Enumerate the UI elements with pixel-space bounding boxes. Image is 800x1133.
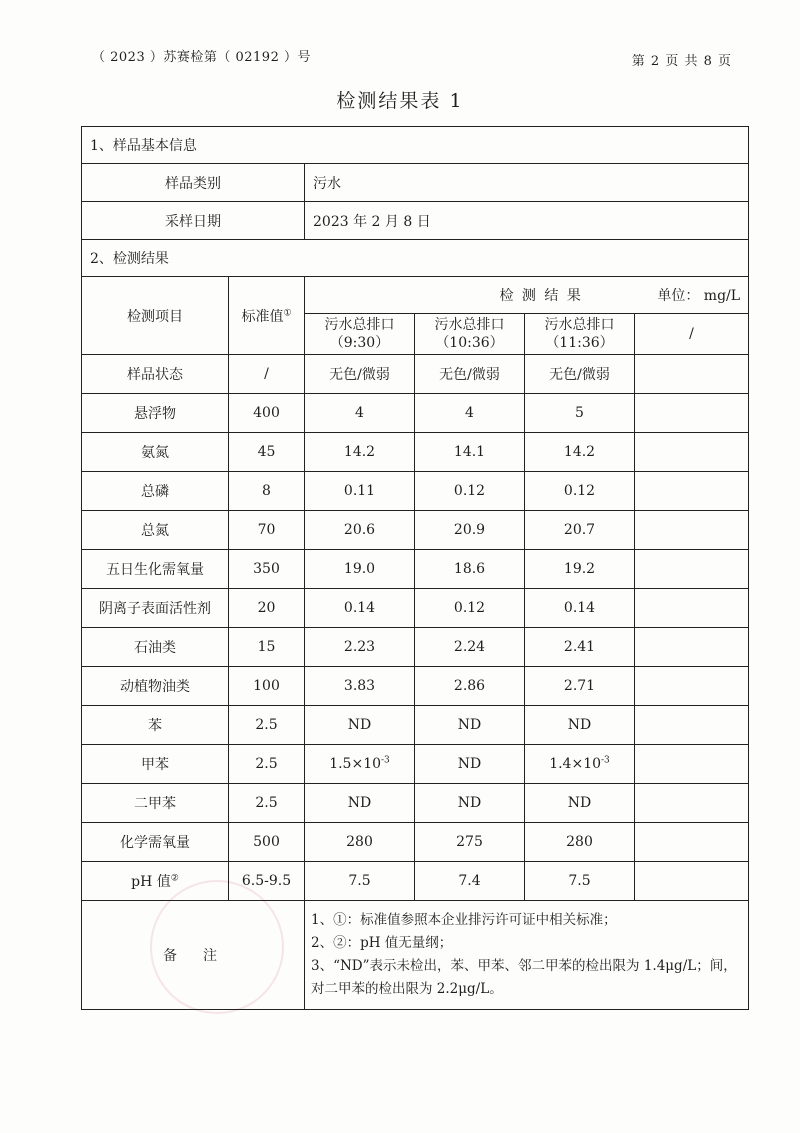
sample-type-value: 污水 [305,164,749,202]
table-row [82,628,749,667]
cell-value-4 [635,667,749,706]
cell-value-3: 5 [525,394,635,433]
cell-value-1: 4 [305,394,415,433]
col-header-standard: 标准值① [229,277,305,355]
cell-value-4 [635,706,749,745]
cell-standard: 2.5 [229,745,305,784]
sample-type-label: 样品类别 [82,164,305,202]
cell-item: 化学需氧量 [82,823,229,862]
table-row [82,784,749,823]
cell-value-2: 275 [415,823,525,862]
cell-value-1: ND [305,706,415,745]
cell-value-3: $1.4\times 10^{-3}$ [525,745,635,784]
cell-value-2: 18.6 [415,550,525,589]
cell-value-2: ND [415,706,525,745]
cell-value-2: 14.1 [415,433,525,472]
cell-value-1: 3.83 [305,667,415,706]
cell-item: 石油类 [82,628,229,667]
cell-value-2: 2.86 [415,667,525,706]
point-header-2: 污水总排口 （10:36） [415,314,525,355]
cell-standard: 8 [229,472,305,511]
cell-standard: 100 [229,667,305,706]
table-row [82,472,749,511]
cell-value-3: 0.12 [525,472,635,511]
cell-value-1: 0.14 [305,589,415,628]
cell-value-4 [635,511,749,550]
table-row [82,667,749,706]
cell-item: 动植物油类 [82,667,229,706]
cell-standard: / [229,355,305,394]
table-row [82,394,749,433]
cell-value-4 [635,355,749,394]
cell-value-3: 20.7 [525,511,635,550]
cell-value-3: ND [525,706,635,745]
unit-label: 单位： mg/L [657,288,741,304]
cell-standard: 15 [229,628,305,667]
sample-date-value: 2023 年 2 月 8 日 [305,202,749,240]
cell-value-4 [635,784,749,823]
cell-item: 总氮 [82,511,229,550]
cell-value-4 [635,823,749,862]
remarks-content [305,901,749,1010]
remark-line-2: 2、②：pH 值无量纲； [311,935,453,951]
cell-item: 苯 [82,706,229,745]
cell-standard: 400 [229,394,305,433]
cell-value-1: 2.23 [305,628,415,667]
table-row [82,433,749,472]
standard-footnote-mark: ① [283,307,292,318]
cell-value-3: 2.71 [525,667,635,706]
cell-value-3: ND [525,784,635,823]
cell-item: 甲苯 [82,745,229,784]
cell-standard: 70 [229,511,305,550]
table-row [82,511,749,550]
cell-standard: 2.5 [229,706,305,745]
cell-value-2: 20.9 [415,511,525,550]
cell-value-1: 0.11 [305,472,415,511]
report-number: （ 2023 ）苏赛检第（ 02192 ）号 [92,50,311,65]
cell-value-1: 无色/微弱 [305,355,415,394]
cell-value-3: 14.2 [525,433,635,472]
section-sample-info: 1、样品基本信息 [82,127,749,164]
cell-value-4 [635,589,749,628]
cell-value-3: 19.2 [525,550,635,589]
table-row [82,589,749,628]
cell-standard: 500 [229,823,305,862]
cell-value-1: 280 [305,823,415,862]
cell-value-1: 7.5 [305,862,415,901]
cell-value-1: $1.5\times 10^{-3}$ [305,745,415,784]
remark-line-3: 3、“ND”表示未检出，苯、甲苯、邻二甲苯的检出限为 1.4μg/L；间，对二甲苯的检出限为 2.2μg/L。 [311,958,737,997]
cell-value-4 [635,862,749,901]
cell-item: 二甲苯 [82,784,229,823]
cell-value-2: 0.12 [415,589,525,628]
cell-item: pH 值② [82,862,229,901]
section-results: 2、检测结果 [82,240,749,277]
cell-value-1: ND [305,784,415,823]
remark-line-1: 1、①：标准值参照本企业排污许可证中相关标准； [311,912,617,928]
cell-value-3: 无色/微弱 [525,355,635,394]
col-header-item: 检测项目 [82,277,229,355]
cell-value-4 [635,550,749,589]
cell-value-3: 2.41 [525,628,635,667]
cell-value-3: 280 [525,823,635,862]
cell-item: 五日生化需氧量 [82,550,229,589]
cell-value-1: 14.2 [305,433,415,472]
result-rows [82,355,749,901]
cell-value-4 [635,745,749,784]
page-title: 检测结果表 1 [336,90,464,112]
cell-value-1: 19.0 [305,550,415,589]
cell-value-4 [635,472,749,511]
cell-value-2: ND [415,745,525,784]
cell-standard: 350 [229,550,305,589]
page-info: 第 2 页 共 8 页 [631,54,732,69]
cell-standard: 45 [229,433,305,472]
point-header-3: 污水总排口 （11:36） [525,314,635,355]
cell-value-1: 20.6 [305,511,415,550]
table-row [82,745,749,784]
remarks-label: 备 注 [82,901,305,1010]
results-table [81,126,749,1010]
point-header-1: 污水总排口 （9:30） [305,314,415,355]
cell-value-2: ND [415,784,525,823]
table-row [82,550,749,589]
cell-item: 总磷 [82,472,229,511]
cell-value-2: 无色/微弱 [415,355,525,394]
table-row [82,706,749,745]
sample-date-label: 采样日期 [82,202,305,240]
col-header-results: 检 测 结 果 单位： mg/L [305,277,749,314]
cell-value-4 [635,628,749,667]
cell-value-4 [635,433,749,472]
cell-item: 氨氮 [82,433,229,472]
table-row [82,862,749,901]
cell-value-2: 2.24 [415,628,525,667]
cell-standard: 20 [229,589,305,628]
point-header-4: / [635,314,749,355]
cell-standard: 2.5 [229,784,305,823]
table-row [82,355,749,394]
cell-value-2: 0.12 [415,472,525,511]
cell-item: 阴离子表面活性剂 [82,589,229,628]
table-row [82,823,749,862]
cell-item: 样品状态 [82,355,229,394]
cell-value-3: 0.14 [525,589,635,628]
cell-standard: 6.5-9.5 [229,862,305,901]
cell-value-3: 7.5 [525,862,635,901]
cell-value-4 [635,394,749,433]
cell-item: 悬浮物 [82,394,229,433]
cell-value-2: 7.4 [415,862,525,901]
cell-value-2: 4 [415,394,525,433]
